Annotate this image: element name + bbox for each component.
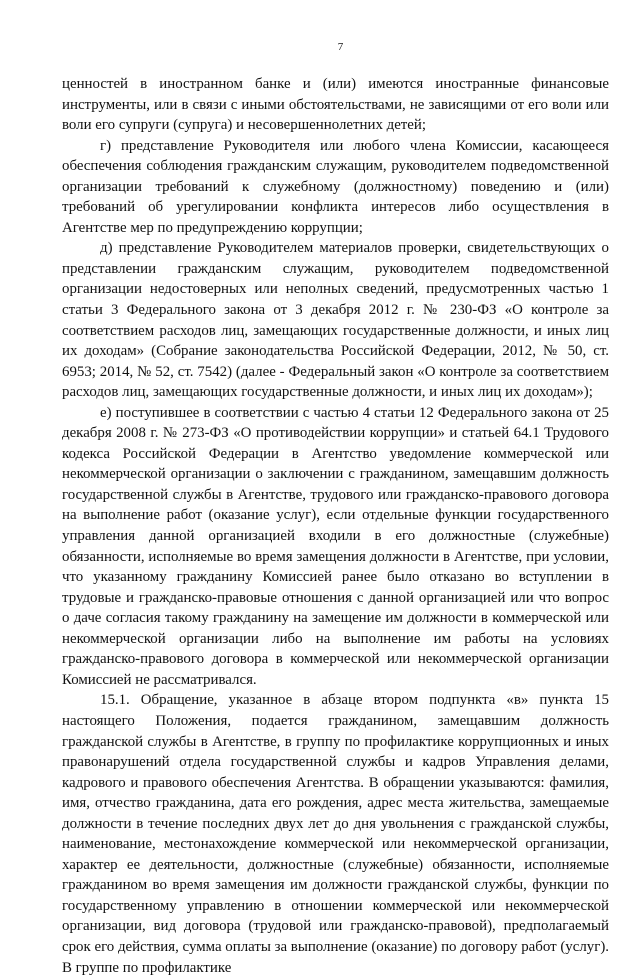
document-body <box>62 74 609 978</box>
paragraph-item-g: г) представление Руководителя или любого члена Комиссии, касающееся обеспечения соблюдения гражданским служащим, руководителем подведомственной организации требований к служебному (должностному) поведению и (или) требований об урегулировании конфликта интересов либо осуществления в Агентстве мер по предупреждению коррупции; <box>62 137 609 236</box>
page-number: 7 <box>337 41 344 53</box>
paragraph-continuation: ценностей в иностранном банке и (или) имеются иностранные финансовые инструменты, или в связи с иными обстоятельствами, не зависящими от его воли или воли его супруги (супруга) и несовершеннолетних детей; <box>62 76 609 134</box>
paragraph-item-d: д) представление Руководителем материалов проверки, свидетельствующих о представлении гражданским служащим, руководителем подведомственной организации недостоверных или неполных сведений, предусмотренных частью 1 статьи 3 Федерального закона от 3 декабря 2012 г. № 230-ФЗ «О контроле за соответствием расходов лиц, замещающих государственные должности, и иных лиц их доходам» (Собрание законодательства Российской Федерации, 2012, № 50, ст. 6953; 2014, № 52, ст. 7542) (далее - Федеральный закон «О контроле за соответствием расходов лиц, замещающих государственные должности, и иных лиц их доходам»); <box>62 240 609 401</box>
paragraph-item-e: е) поступившее в соответствии с частью 4 статьи 12 Федерального закона от 25 декабря 2008 г. № 273-ФЗ «О противодействии коррупции» и статьей 64.1 Трудового кодекса Российской Федерации в Агентство уведомление коммерческой или некоммерческой организации о заключении с гражданином, замещавшим должность государственной службы в Агентстве, трудового или гражданско-правового договора на выполнение работ (оказание услуг), если отдельные функции государственного управления данной организацией входили в его должностные (служебные) обязанности, исполняемые во время замещения должности в Агентстве, при условии, что указанному гражданину Комиссией ранее было отказано во вступлении в трудовые и гражданско-правовые отношения с данной организацией или что вопрос о даче согласия такому гражданину на замещение им должности в коммерческой или некоммерческой организации либо на выполнение им работы на условиях гражданско-правового договора в коммерческой или некоммерческой организации Комиссией не рассматривался. <box>62 404 609 688</box>
paragraph-15-1: 15.1. Обращение, указанное в абзаце втором подпункта «в» пункта 15 настоящего Положения, подается гражданином, замещавшим должность гражданской службы в Агентстве, в группу по профилактике коррупционных и иных правонарушений отдела государственной службы и кадров Управления делами, кадрового и правового обеспечения Агентства. В обращении указываются: фамилия, имя, отчество гражданина, дата его рождения, адрес места жительства, замещаемые должности в течение последних двух лет до дня увольнения с гражданской службы, наименование, местонахождение коммерческой или некоммерческой организации, характер ее деятельности, должностные (служебные) обязанности, исполняемые гражданином во время замещения им должности гражданской службы, функции по государственному управлению в отношении коммерческой или некоммерческой организации, вид договора (трудовой или гражданско-правовой), предполагаемый срок его действия, сумма оплаты за выполнение (оказание) по договору работ (услуг). В группе по профилактике <box>62 692 609 976</box>
